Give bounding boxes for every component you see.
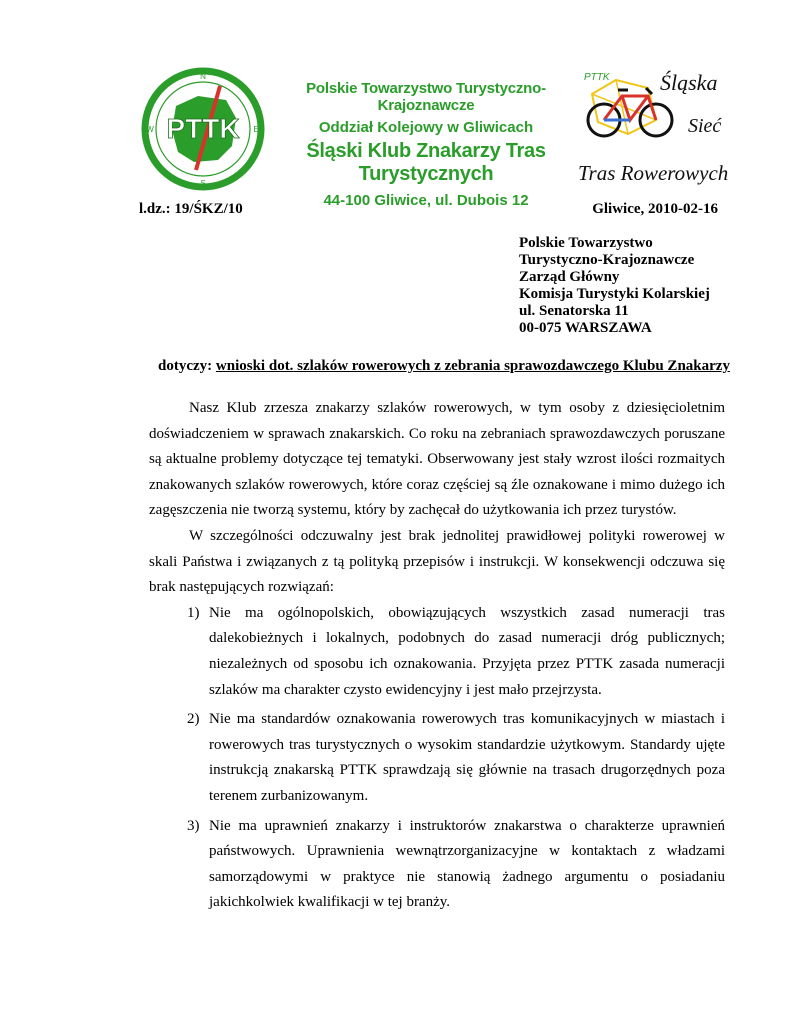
reference-number: l.dz.: 19/ŚKZ/10: [139, 201, 243, 217]
subject-label: dotyczy:: [158, 358, 213, 374]
bike-network-logo: [578, 62, 728, 190]
address-line: Polskie Towarzystwo: [519, 235, 653, 251]
compass-n: N: [200, 72, 206, 81]
compass-e: E: [253, 125, 259, 134]
address-line: Turystyczno-Krajoznawcze: [519, 252, 695, 268]
bike-logo-word3: Tras Rowerowych: [578, 161, 728, 185]
list-item-number: 2): [187, 711, 200, 728]
letter-body: [149, 396, 725, 920]
list-item: [149, 601, 725, 703]
paragraph: W szczególności odczuwalny jest brak jednolitej prawidłowej polityki rowerowej w skali Państwa i związanych z tą polityką przepisów i instrukcji. W konsekwencji odczuwa się brak następujących rozwiązań:: [149, 527, 725, 596]
pttk-logo: [138, 66, 268, 192]
org-name: Polskie Towarzystwo Turystyczno-Krajoznawcze: [306, 80, 546, 114]
address-line: 00-075 WARSZAWA: [519, 320, 652, 336]
list-item-text: Nie ma standardów oznakowania rowerowych tras komunikacyjnych w miastach i rowerowych tras turystycznych o wysokim standardzie użytkowym. Standardy ujęte instrukcją znakarską PTTK sprawdzają się głównie na trasach drugorzędnych poza terenem zurbanizowanym.: [209, 711, 725, 804]
list-item-number: 3): [187, 817, 200, 834]
letter-date: Gliwice, 2010-02-16: [592, 201, 718, 217]
club-address: 44-100 Gliwice, ul. Dubois 12: [323, 192, 529, 209]
list-item-text: Nie ma uprawnień znakarzy i instruktorów znakarstwa o charakterze uprawnień państwowych. Uprawnienia wewnątrzorganizacyjne w kontaktach z władzami samorządowymi w praktyce nie stanowią żadnego argumentu o posiadaniu jakichkolwiek kwalifikacji w tej branży.: [209, 817, 725, 911]
compass-w: W: [146, 125, 154, 134]
list-item: [149, 707, 725, 809]
address-line: Zarząd Główny: [519, 269, 620, 285]
bike-logo-word2: Sieć: [688, 115, 722, 137]
address-line: Komisja Turystyki Kolarskiej: [519, 286, 710, 302]
list-item-text: Nie ma ogólnopolskich, obowiązujących wszystkich zasad numeracji tras dalekobieżnych i lokalnych, podobnych do zasad numeracji dróg publicznych; niezależnych od sposobu ich oznakowania. Przyjęta przez PTTK zasada numeracji szlaków ma charakter czysto ewidencyjny i jest mało przejrzysta.: [209, 604, 725, 698]
letterhead: [276, 80, 576, 209]
subject-text: wnioski dot. szlaków rowerowych z zebrania sprawozdawczego Klubu Znakarzy: [215, 358, 730, 374]
address-line: ul. Senatorska 11: [519, 303, 629, 319]
list-item-number: 1): [187, 604, 200, 621]
bike-logo-word1: Śląska: [660, 70, 718, 95]
list-item: [149, 814, 725, 916]
branch-name: Oddział Kolejowy w Gliwicach: [318, 119, 534, 136]
recipient-address: [519, 235, 710, 337]
compass-s: S: [200, 179, 206, 188]
requirements-list: [149, 601, 725, 916]
club-name: Śląski Klub Znakarzy Tras Turystycznych: [306, 140, 546, 185]
subject-line: [158, 358, 730, 375]
paragraph: Nasz Klub zrzesza znakarzy szlaków rowerowych, w tym osoby z dziesięcioletnim doświadczeniem w sprawach znakarskich. Co roku na zebraniach sprawozdawczych poruszane są aktualne problemy dotyczące tej tematyki. Obserwowany jest stały wzrost ilości rozmaitych znakowanych szlaków rowerowych, które coraz częściej są źle oznakowane i mimo dużego ich zagęszczenia nie tworzą systemu, który by zachęcał do użytkowania ich przez turystów.: [149, 400, 725, 519]
pttk-logo-text: PTTK: [166, 113, 240, 144]
bike-logo-pttk: PTTK: [584, 72, 610, 83]
